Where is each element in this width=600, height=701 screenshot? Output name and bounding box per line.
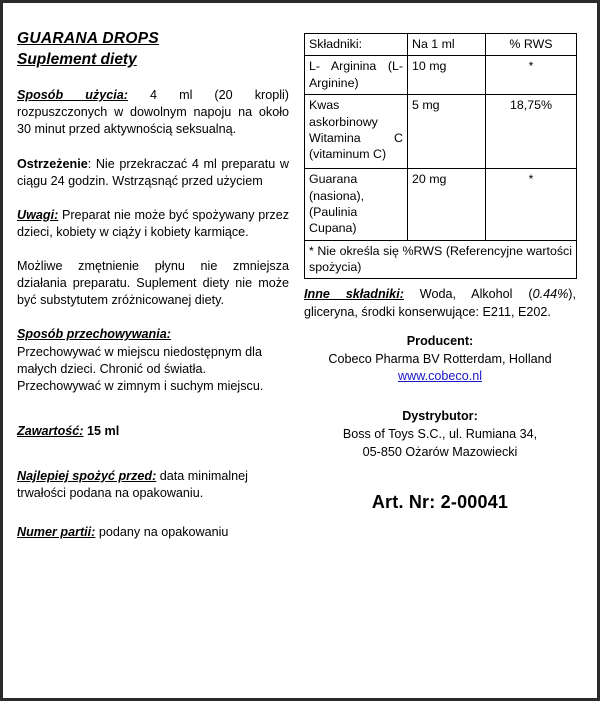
- cell-ingredient-name: Guarana (nasiona), (Paulinia Cupana): [305, 169, 408, 241]
- storage-label: Sposób przechowywania:: [17, 327, 171, 342]
- cell-ingredient-amount: 5 mg: [408, 95, 486, 169]
- content-section: [17, 423, 289, 440]
- article-number: Art. Nr: 2-00041: [371, 491, 509, 512]
- other-ingredients-text-a: Woda, Alkohol (: [403, 287, 533, 302]
- header-rws: % RWS: [486, 34, 577, 56]
- content-value: 15 ml: [83, 423, 120, 438]
- best-before-text: data minimalnej trwałości podana na opakowaniu.: [17, 469, 248, 501]
- storage-text: Przechowywać w miejscu niedostępnym dla małych dzieci. Chronić od światła. Przechowywać w zimnym i suchym miejscu.: [17, 344, 264, 393]
- manufacturer-name: Cobeco Pharma BV Rotterdam, Holland: [328, 351, 552, 366]
- product-title: GUARANA DROPS: [17, 30, 159, 47]
- warning-text: : Nie przekraczać 4 ml preparatu w ciągu 24 godzin. Wstrząsnąć przed użyciem: [17, 156, 289, 188]
- distributor-line-2: 05-850 Ożarów Mazowiecki: [362, 445, 518, 459]
- cell-ingredient-rws: *: [486, 56, 577, 95]
- batch-text: podany na opakowaniu: [95, 525, 229, 540]
- other-ingredients-section: [304, 286, 576, 320]
- usage-label: Sposób użycia:: [17, 88, 128, 103]
- manufacturer-section: [304, 333, 576, 387]
- notes-text: Preparat nie może być spożywany przez dzieci, kobiety w ciąży i kobiety karmiące.: [17, 207, 289, 239]
- header-ingredient: Składniki:: [305, 34, 408, 56]
- usage-text: 4 ml (20 kropli) rozpuszczonych w dowolnym napoju na około 30 minut przed aktywnością seksualną.: [17, 88, 289, 137]
- notes-section: [17, 207, 289, 241]
- notes-secondary-text: Możliwe zmętnienie płynu nie zmniejsza działania preparatu. Suplement diety nie może być substytutem zróżnicowanej diety.: [17, 259, 289, 308]
- other-ingredients-label: Inne składniki:: [304, 287, 404, 302]
- header-per-ml: Na 1 ml: [408, 34, 486, 56]
- alcohol-percentage: 0.44%: [532, 287, 569, 302]
- warning-label: Ostrzeżenie: [17, 156, 88, 171]
- content-label: Zawartość:: [17, 423, 84, 438]
- storage-section: [17, 326, 289, 395]
- best-before-section: [17, 468, 289, 502]
- ingredients-table: [304, 33, 577, 279]
- other-ingredients-text-b: ), gliceryna, środki konserwujące: E211, E202.: [304, 287, 576, 319]
- usage-section: [17, 87, 289, 138]
- product-subtitle: Suplement diety: [17, 50, 137, 68]
- best-before-label: Najlepiej spożyć przed:: [17, 469, 157, 484]
- table-row: [305, 95, 577, 169]
- warning-section: [17, 156, 289, 190]
- cell-ingredient-name: Kwas askorbinowy Witamina C (vitaminum C): [305, 95, 408, 169]
- table-header-row: [305, 34, 577, 56]
- notes-label: Uwagi:: [17, 207, 59, 222]
- distributor-section: [304, 408, 576, 462]
- cell-ingredient-amount: 20 mg: [408, 169, 486, 241]
- notes-secondary-section: [17, 258, 289, 309]
- cell-ingredient-rws: *: [486, 169, 577, 241]
- batch-section: [17, 524, 289, 541]
- table-row: [305, 56, 577, 95]
- distributor-heading: Dystrybutor:: [402, 409, 478, 424]
- table-footnote-row: [305, 240, 577, 279]
- cell-ingredient-name: L- Arginina (L-Arginine): [305, 56, 408, 95]
- table-footnote: * Nie określa się %RWS (Referencyjne wartości spożycia): [305, 240, 577, 279]
- cell-ingredient-rws: 18,75%: [486, 95, 577, 169]
- cell-ingredient-amount: 10 mg: [408, 56, 486, 95]
- batch-label: Numer partii:: [17, 525, 96, 540]
- table-row: [305, 169, 577, 241]
- left-column: [17, 29, 289, 541]
- right-column: [304, 33, 576, 513]
- distributor-line-1: Boss of Toys S.C., ul. Rumiana 34,: [342, 427, 538, 442]
- manufacturer-heading: Producent:: [406, 333, 474, 348]
- manufacturer-website-link[interactable]: www.cobeco.nl: [398, 369, 482, 384]
